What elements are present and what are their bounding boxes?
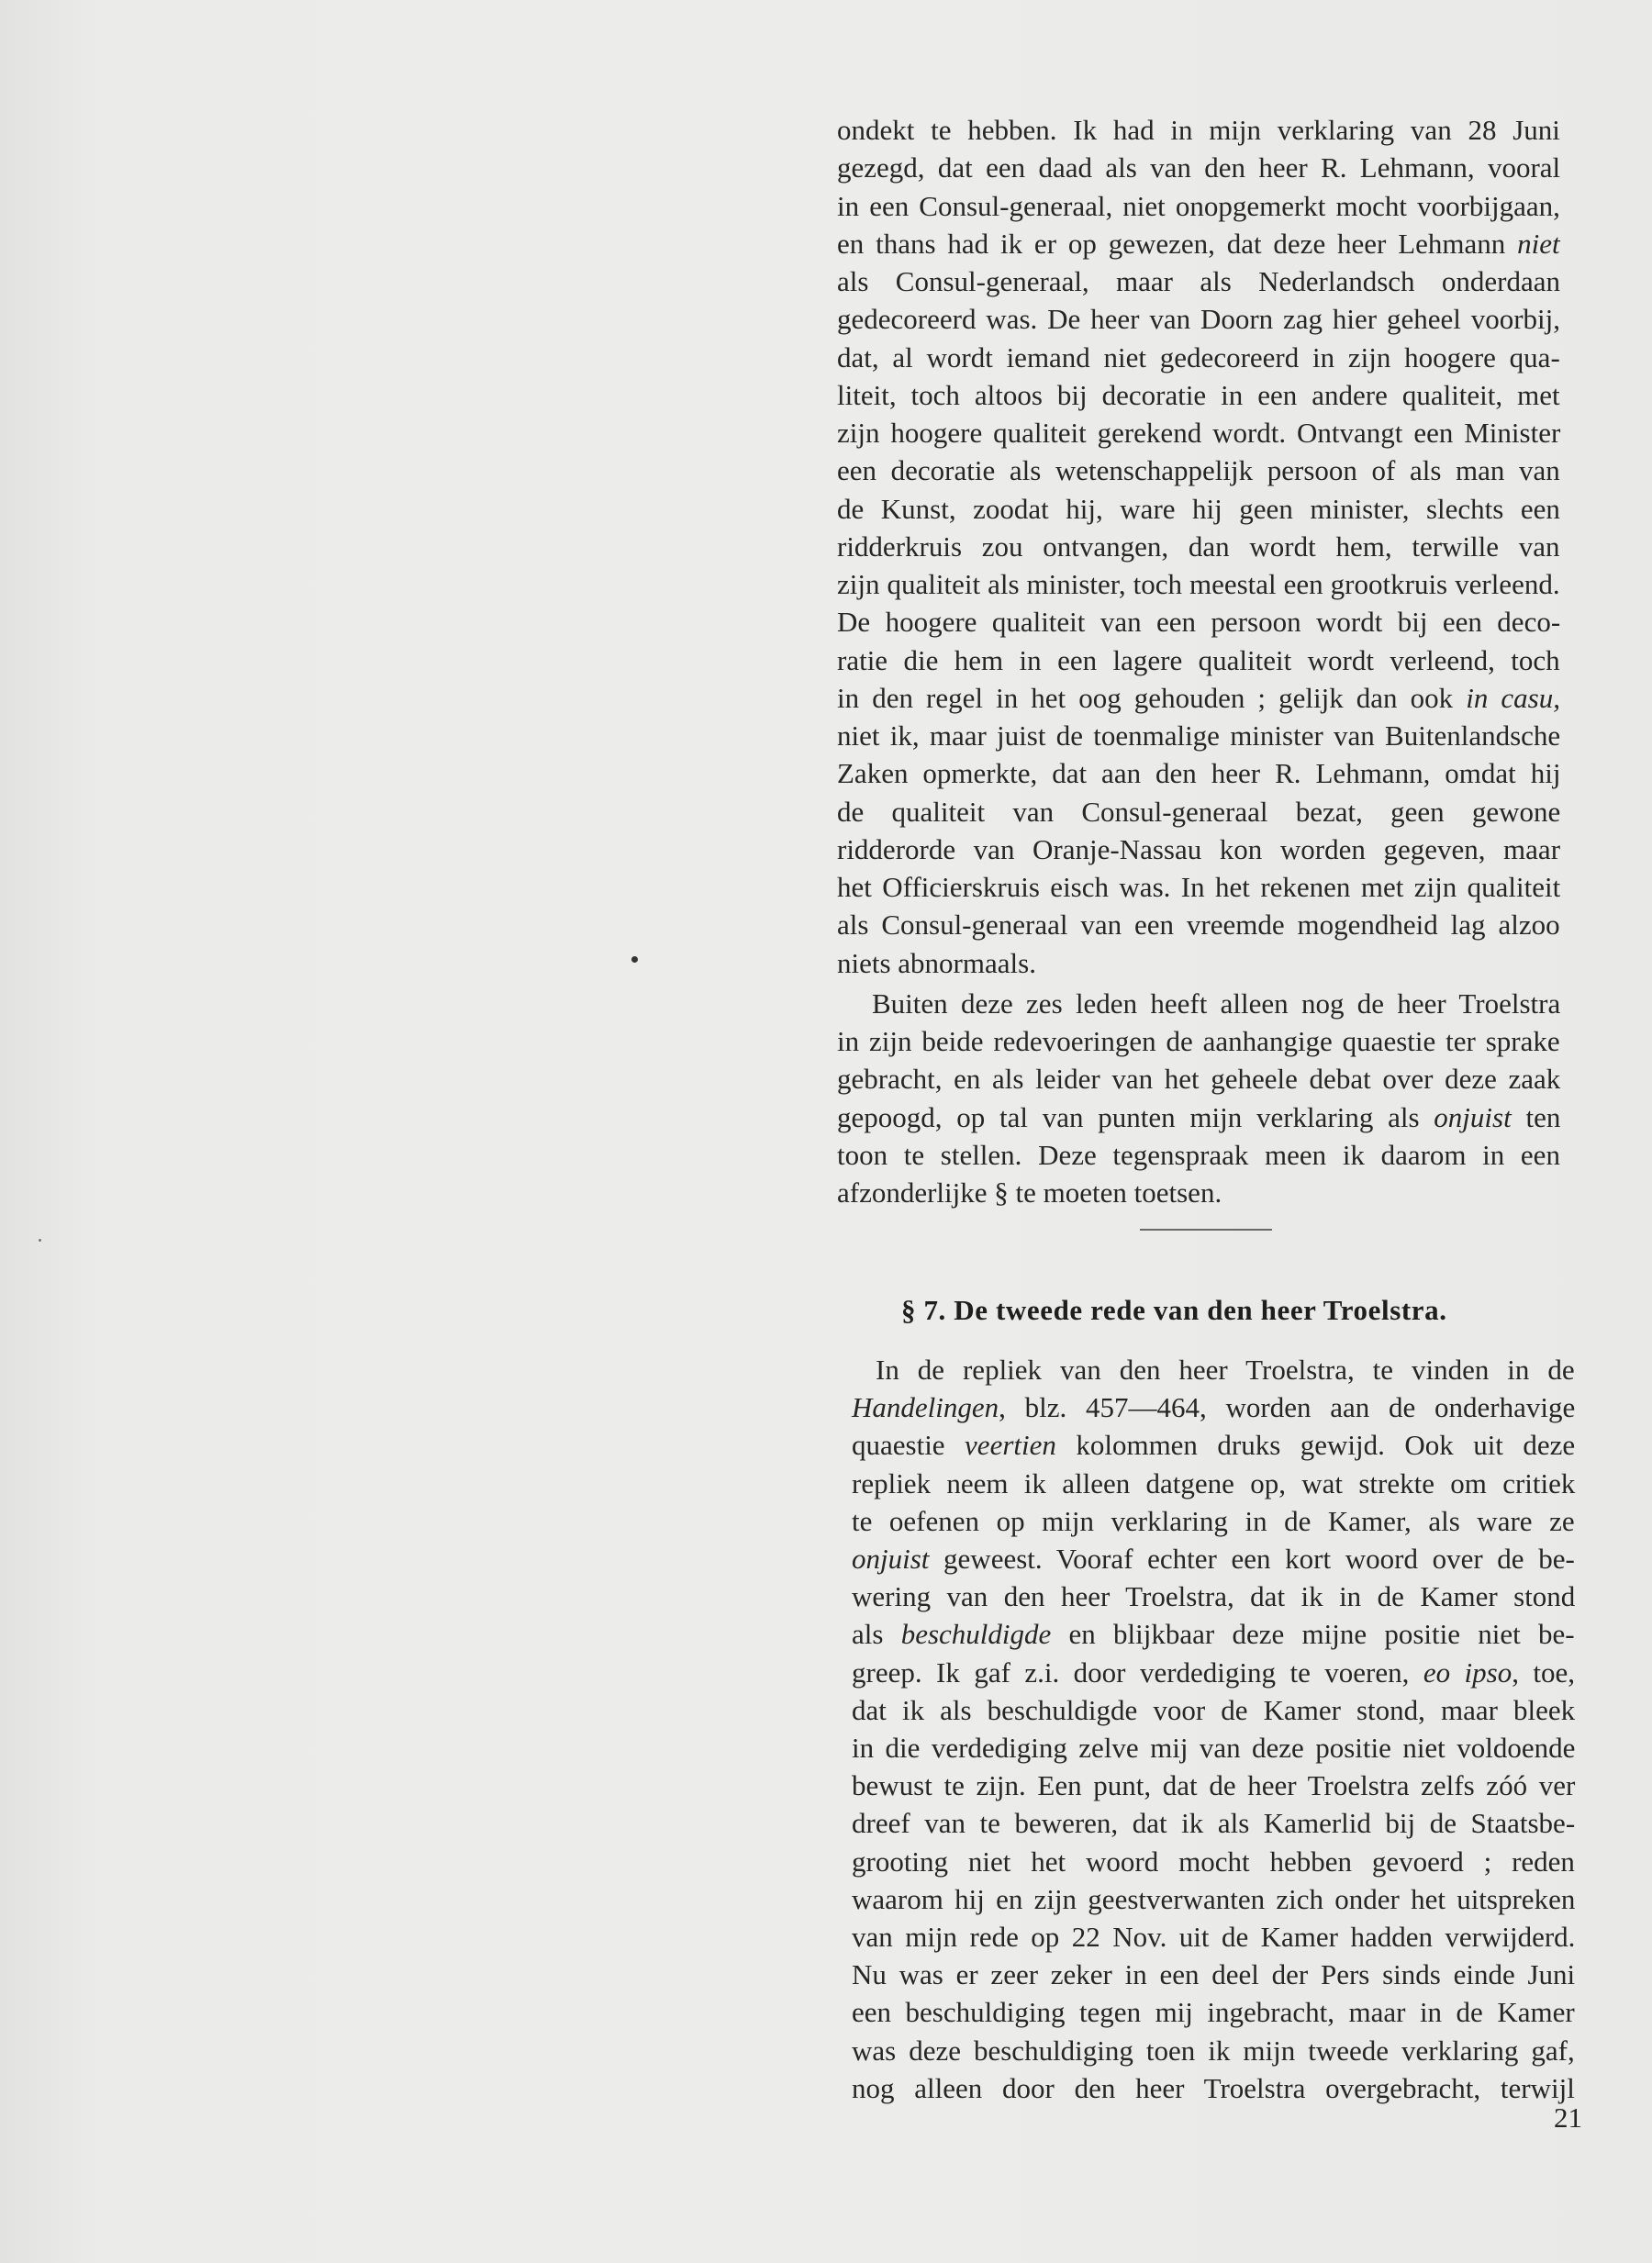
text-run: , toe, (1512, 1655, 1576, 1689)
text-run: repliek neem ik alleen datgene op, wat strekte om critiek (852, 1466, 1576, 1499)
text-run: als Consul-generaal van een vreemde mogendheid lag alzoo (837, 909, 1560, 942)
italic-run: niet (1517, 227, 1560, 260)
section-divider (1140, 1229, 1272, 1231)
italic-run: onjuist (1434, 1100, 1512, 1133)
page-number: 21 (1554, 2101, 1582, 2134)
text-line (837, 566, 1560, 603)
text-run: ondekt te hebben. Ik had in mijn verklaring van 28 Juni (837, 114, 1560, 146)
text-run: ratie die hem in een lagere qualiteit wordt verleend, toch (837, 643, 1560, 676)
italic-run: veertien (965, 1429, 1056, 1462)
section-title: § 7. De tweede rede van den heer Troelstra. (901, 1294, 1447, 1326)
text-line (837, 415, 1560, 451)
text-line (852, 1730, 1575, 1767)
text-line (837, 1175, 1222, 1211)
text-run: , blz. 457—464, worden aan de onderhavige (999, 1391, 1576, 1424)
text-run: waarom hij en zijn geestverwanten zich onder het uitspreken (852, 1882, 1576, 1915)
text-run: in een Consul-generaal, niet onopgemerkt mocht voorbijgaan, (837, 189, 1560, 222)
text-line (837, 945, 1036, 982)
text-run: als (852, 1618, 901, 1651)
text-run: De hoogere qualiteit van een persoon wordt bij een deco- (837, 606, 1561, 639)
text-run: zijn hoogere qualiteit gerekend wordt. Ontvangt een Minister (837, 417, 1561, 449)
text-run: en blijkbaar deze mijne positie niet be- (1051, 1618, 1575, 1651)
text-line (837, 907, 1560, 943)
text-line (852, 1616, 1575, 1653)
text-run: dat ik als beschuldigde voor de Kamer stond, maar bleek (852, 1693, 1576, 1726)
text-line (837, 263, 1560, 300)
text-run: In de repliek van den heer Troelstra, te vinden in de (876, 1354, 1575, 1386)
text-line (852, 1503, 1575, 1540)
text-line (837, 831, 1560, 868)
text-run: gepoogd, op tal van punten mijn verklaring als (837, 1100, 1434, 1133)
text-line (852, 1767, 1575, 1804)
text-run: dat, al wordt iemand niet gedecoreerd in zijn hoogere qua- (837, 340, 1560, 373)
text-run: een beschuldiging tegen mij ingebracht, maar in de Kamer (852, 1996, 1575, 2029)
text-run: en thans had ik er op gewezen, dat deze heer Lehmann (837, 227, 1518, 260)
text-run: in die verdediging zelve mij van deze positie niet voldoende (852, 1732, 1576, 1764)
text-line (837, 150, 1560, 186)
text-line (837, 1137, 1560, 1174)
text-line (837, 1099, 1560, 1136)
text-line (837, 1061, 1560, 1098)
text-line (852, 1578, 1575, 1615)
text-line (852, 1994, 1575, 2031)
text-line (852, 1655, 1575, 1691)
text-run: in zijn beide redevoeringen de aanhangige quaestie ter sprake (837, 1025, 1560, 1057)
text-run: grooting niet het woord mocht hebben gevoerd ; reden (852, 1845, 1575, 1878)
text-run: afzonderlijke § te moeten toetsen. (837, 1176, 1222, 1209)
text-run: Zaken opmerkte, dat aan den heer R. Lehmann, omdat hij (837, 757, 1561, 790)
text-line (852, 2033, 1575, 2069)
text-line (852, 1427, 1575, 1464)
text-line (852, 1919, 1575, 1956)
text-line (837, 1023, 1560, 1060)
text-line (837, 529, 1560, 565)
text-run: greep. Ik gaf z.i. door verdediging te voeren, (852, 1655, 1423, 1689)
text-run: ridderkruis zou ontvangen, dan wordt hem, terwille van (837, 530, 1560, 563)
text-line (852, 1805, 1575, 1842)
text-line (837, 301, 1560, 338)
text-line (852, 1881, 1575, 1918)
text-run: gezegd, dat een daad als van den heer R. Lehmann, vooral (837, 151, 1561, 184)
text-line (837, 642, 1560, 679)
text-line (852, 1692, 1575, 1729)
text-run: dreef van te beweren, dat ik als Kamerlid bij de Staatsbe- (852, 1807, 1576, 1840)
text-run: niet ik, maar juist de toenmalige minister van Buitenlandsche (837, 719, 1561, 752)
text-line (837, 794, 1560, 831)
text-line (852, 2070, 1575, 2107)
text-run: het Officierskruis eisch was. In het rekenen met zijn qualiteit (837, 871, 1561, 903)
text-run: ten (1511, 1100, 1561, 1133)
text-run: gebracht, en als leider van het geheele debat over deze zaak (837, 1063, 1561, 1096)
text-run: een decoratie als wetenschappelijk persoon of als man van (837, 454, 1560, 487)
text-run: zijn qualiteit als minister, toch meestal een grootkruis verleend. (837, 568, 1560, 600)
text-run: wering van den heer Troelstra, dat ik in de Kamer stond (852, 1580, 1576, 1613)
text-run: van mijn rede op 22 Nov. uit de Kamer hadden verwijderd. (852, 1921, 1576, 1953)
text-line (837, 112, 1560, 149)
text-run: de Kunst, zoodat hij, ware hij geen minister, slechts een (837, 492, 1560, 525)
text-line (837, 491, 1560, 528)
text-run: bewust te zijn. Een punt, dat de heer Troelstra zelfs zóó ver (852, 1769, 1576, 1802)
italic-run: eo ipso (1423, 1655, 1512, 1689)
text-line (852, 1844, 1575, 1880)
text-run: toon te stellen. Deze tegenspraak meen ik daarom in een (837, 1138, 1560, 1171)
text-line (872, 986, 1560, 1022)
italic-run: beschuldigde (900, 1618, 1052, 1651)
text-run: gedecoreerd was. De heer van Doorn zag hier geheel voorbij, (837, 303, 1561, 336)
text-run: Nu was er zeer zeker in een deel der Pers sinds einde Juni (852, 1958, 1576, 1991)
text-line (837, 718, 1560, 754)
text-run: te oefenen op mijn verklaring in de Kamer, als ware ze (852, 1504, 1575, 1537)
text-line (837, 604, 1560, 641)
text-run: niets abnormaals. (837, 946, 1036, 979)
text-line (837, 377, 1560, 414)
italic-run: in casu, (1466, 681, 1560, 714)
ink-speck-small (39, 1239, 41, 1242)
text-line (837, 755, 1560, 792)
text-line (837, 226, 1560, 262)
text-line (837, 680, 1560, 717)
text-line (837, 869, 1560, 906)
italic-run: onjuist (852, 1543, 930, 1575)
text-line (852, 1541, 1575, 1577)
text-run: quaestie (852, 1429, 966, 1462)
text-run: geweest. Vooraf echter een kort woord over de be- (929, 1543, 1575, 1575)
text-line (837, 452, 1560, 489)
text-run: Buiten deze zes leden heeft alleen nog de heer Troelstra (872, 987, 1561, 1020)
text-run: kolommen druks gewijd. Ook uit deze (1055, 1429, 1576, 1462)
italic-run: Handelingen (852, 1391, 999, 1424)
text-line (852, 1956, 1575, 1993)
text-run: als Consul-generaal, maar als Nederlandsch onderdaan (837, 265, 1561, 297)
text-run: nog alleen door den heer Troelstra overgebracht, terwijl (852, 2071, 1575, 2104)
ink-speck (631, 956, 638, 963)
text-line (852, 1389, 1575, 1426)
text-line (876, 1352, 1575, 1388)
text-run: liteit, toch altoos bij decoratie in een andere qualiteit, met (837, 378, 1560, 411)
text-run: in den regel in het oog gehouden ; gelijk dan ook (837, 681, 1467, 714)
text-line (837, 188, 1560, 225)
text-run: was deze beschuldiging toen ik mijn tweede verklaring gaf, (852, 2034, 1575, 2067)
text-line (852, 1466, 1575, 1502)
text-line (837, 340, 1560, 376)
text-run: de qualiteit van Consul-generaal bezat, geen gewone (837, 795, 1561, 828)
text-run: ridderorde van Oranje-Nassau kon worden gegeven, maar (837, 832, 1561, 865)
